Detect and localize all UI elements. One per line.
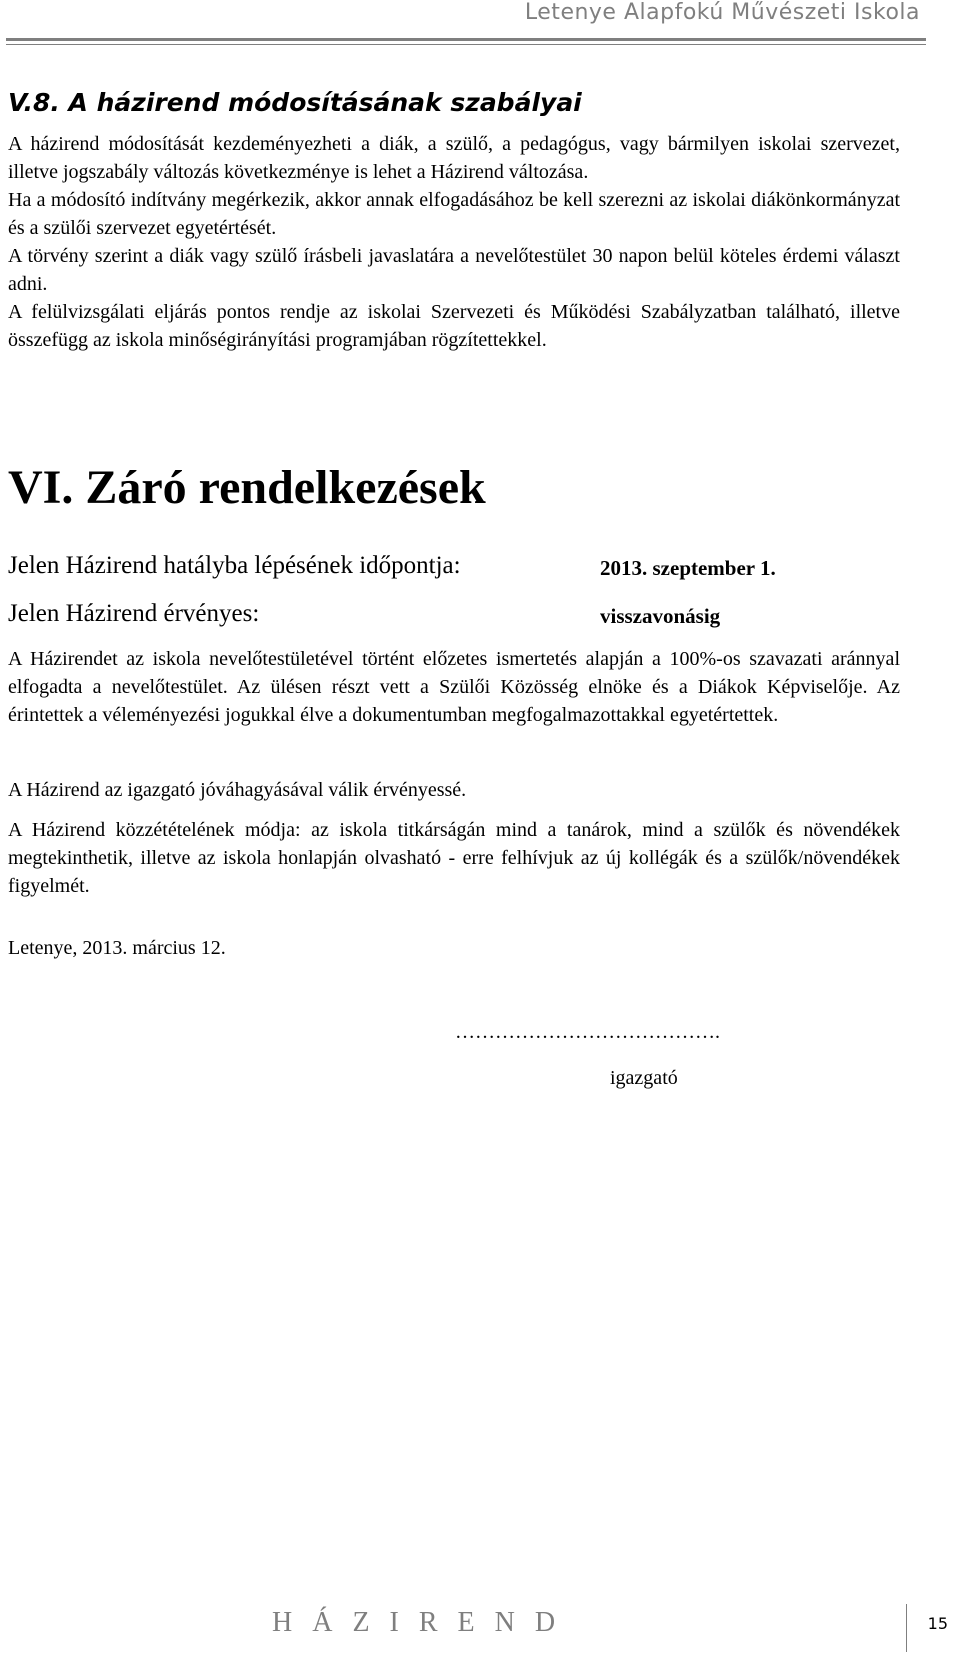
section-paragraph: A házirend módosítását kezdeményezheti a diák, a szülő, a pedagógus, vagy bármilyen iskolai szervezet, illetve jogszabály változás következménye is lehet a Házirend változása. [8, 133, 900, 183]
validity-value: visszavonásig [600, 604, 721, 628]
section-heading: V.8. A házirend módosításának szabályai [8, 88, 582, 117]
adoption-paragraph: A Házirendet az iskola nevelőtestületével történt előzetes ismertetés alapján a 100%-os szavazati aránnyal elfogadta a nevelőtestület. Az ülésen részt vett a Szülői Közösség elnöke és a Diákok Képviselője. Az érintettek a véleményezési jogukkal élve a dokumentumban megfogalmazottakkal egyetértettek. [8, 648, 900, 726]
publication-paragraph: A Házirend közzétételének módja: az iskola titkárságán mind a tanárok, mind a szülők és növendékek megtekinthetik, illetve az iskola honlapján olvasható - erre felhívjuk az új kollégák és a szülők/növendékek figyelmét. [8, 819, 900, 897]
footer-brand: HÁZIREND [272, 1607, 576, 1638]
header-rule-thick [6, 38, 926, 41]
chapter-heading: VI. Záró rendelkezések [8, 461, 486, 514]
validity-row [8, 598, 908, 638]
effective-date-label: Jelen Házirend hatályba lépésének időpontja: [8, 552, 461, 579]
effective-date-value: 2013. szeptember 1. [600, 556, 776, 580]
effective-date-row [8, 550, 908, 590]
place-date: Letenye, 2013. március 12. [8, 937, 226, 959]
validity-label: Jelen Házirend érvényes: [8, 600, 260, 627]
section-paragraph: Ha a módosító indítvány megérkezik, akkor annak elfogadásához be kell szerezni az iskolai diákönkormányzat és a szülői szervezet egyetértését. [8, 189, 900, 239]
page-number: 15 [927, 1614, 948, 1633]
section-paragraph: A felülvizsgálati eljárás pontos rendje az iskolai Szervezeti és Működési Szabályzatban található, illetve összefügg az iskola minőségirányítási programjában rögzítettekkel. [8, 301, 900, 351]
section-body [8, 130, 900, 354]
section-paragraph: A törvény szerint a diák vagy szülő írásbeli javaslatára a nevelőtestület 30 napon belül köteles érdemi választ adni. [8, 245, 900, 295]
school-name: Letenye Alapfokú Művészeti Iskola [524, 0, 920, 25]
signature-line: …………………………………. [455, 1021, 720, 1043]
header-rule-thin [6, 44, 926, 45]
signature-role: igazgató [610, 1067, 678, 1089]
page-number-rule [906, 1604, 907, 1652]
approval-paragraph: A Házirend az igazgató jóváhagyásával válik érvényessé. [8, 779, 467, 801]
